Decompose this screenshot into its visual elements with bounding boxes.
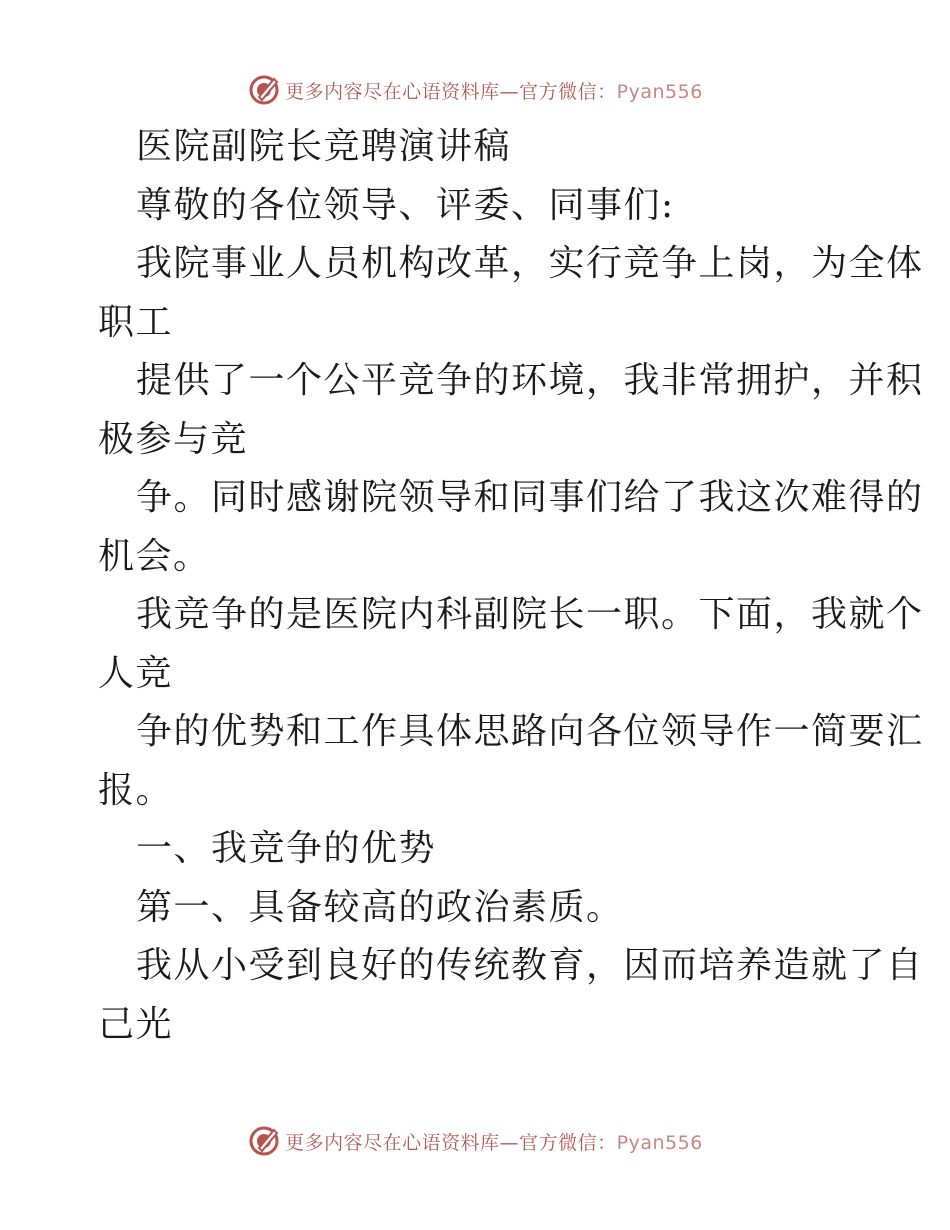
text-line: 医院副院长竞聘演讲稿 [136, 126, 512, 167]
text-line: 我从小受到良好的传统教育，因而培养造就了自 [136, 945, 924, 986]
text-line: 我院事业人员机构改革，实行竞争上岗，为全体 [136, 243, 924, 284]
header-watermark [0, 70, 950, 110]
text-line: 职工 [98, 301, 174, 343]
text-line: 极参与竞 [98, 418, 249, 460]
footer-watermark [0, 1121, 950, 1161]
text-line: 第一、具备较高的政治素质。 [136, 886, 624, 928]
pen-logo-icon [247, 73, 281, 107]
text-line: 提供了一个公平竞争的环境，我非常拥护，并积 [136, 360, 924, 401]
text-line: 争。同时感谢院领导和同事们给了我这次难得的 [136, 477, 924, 518]
text-line: 报。 [98, 769, 174, 811]
pen-logo-icon [247, 1124, 281, 1158]
text-line: 机会。 [98, 535, 211, 577]
text-line: 尊敬的各位领导、评委、同事们: [136, 184, 675, 226]
text-line: 我竞争的是医院内科副院长一职。下面，我就个 [136, 594, 924, 635]
text-line: 人竞 [98, 652, 174, 694]
watermark-text: 更多内容尽在心语资料库—官方微信：Pyan556 [285, 80, 703, 103]
text-line: 争的优势和工作具体思路向各位领导作一简要汇 [136, 711, 924, 752]
text-line: 一、我竞争的优势 [136, 828, 437, 869]
watermark-text: 更多内容尽在心语资料库—官方微信：Pyan556 [285, 1131, 703, 1154]
document-body [98, 118, 924, 1054]
text-line: 己光 [98, 1003, 174, 1045]
